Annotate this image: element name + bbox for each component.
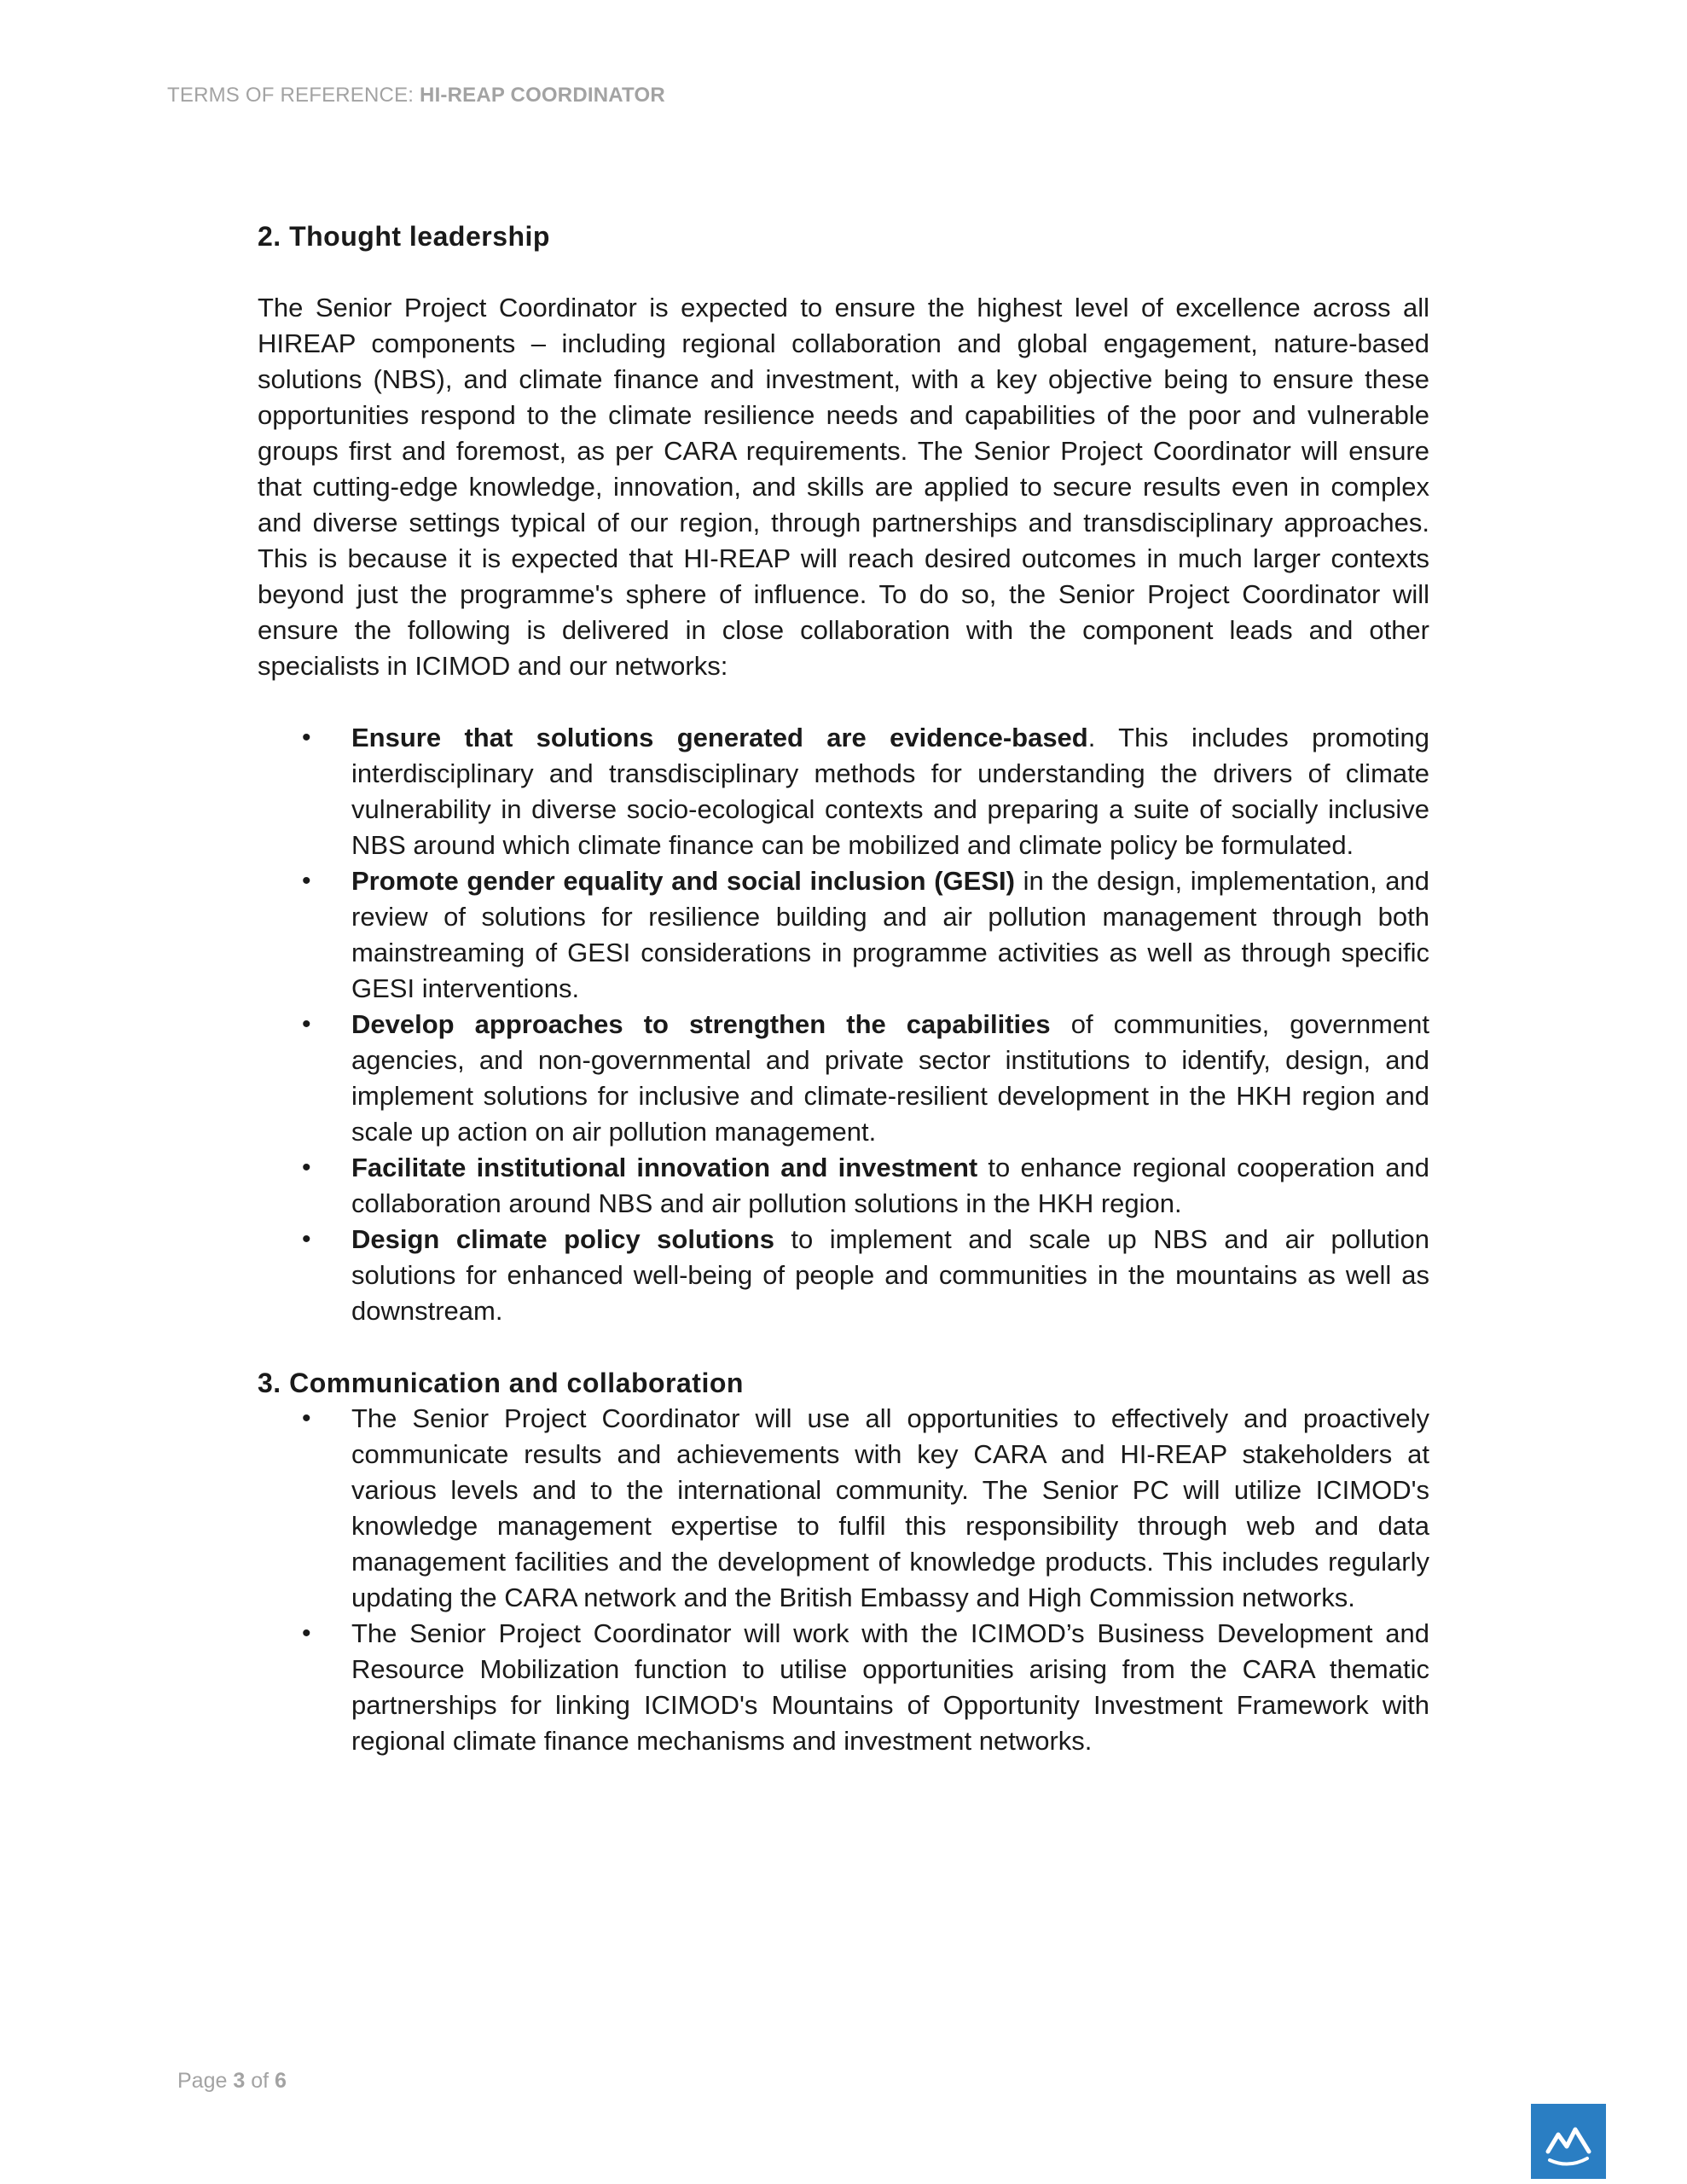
bullet-lead: Design climate policy solutions: [351, 1224, 774, 1254]
bullet-text: The Senior Project Coordinator will use all opportunities to effectively and proactively communicate results and achievements with key CARA and HI-REAP stakeholders at various levels and to the international community. The Senior PC will utilize ICIMOD's knowledge management expertise to fulfil this responsibility through web and data management facilities and the development of knowledge products. This includes regularly updating the CARA network and the British Embassy and High Commission networks.: [351, 1403, 1429, 1612]
bullet-text: to implement and scale up NBS and air pollution solutions for enhanced well-being of people and communities in the mountains as well as downstream.: [351, 1224, 1429, 1326]
list-item: [258, 1007, 1429, 1150]
section-3-heading: 3. Communication and collaboration: [258, 1368, 744, 1398]
section-2-heading: 2. Thought leadership: [258, 221, 550, 252]
bullet-icon: •: [302, 1010, 311, 1038]
bullet-icon: •: [302, 1404, 311, 1432]
section-3-bullet-list: [258, 1401, 1429, 1759]
mountain-logo-icon: [1531, 2104, 1606, 2179]
list-item: [258, 1616, 1429, 1759]
page-total: 6: [275, 2069, 287, 2093]
page-current: 3: [233, 2069, 246, 2093]
bullet-icon: •: [302, 723, 311, 752]
running-header: [167, 84, 665, 107]
list-item: [258, 1401, 1429, 1616]
bullet-icon: •: [302, 1619, 311, 1647]
bullet-icon: •: [302, 1225, 311, 1253]
list-item: [258, 863, 1429, 1007]
list-item: [258, 720, 1429, 863]
icimod-logo-icon: [1531, 2104, 1606, 2179]
bullet-text: in the design, implementation, and review of solutions for resilience building and air pollution management through both mainstreaming of GESI considerations in programme activities as well as through specific GESI interventions.: [351, 866, 1429, 1003]
bullet-text: of communities, government agencies, and non-governmental and private sector institutions to identify, design, and implement solutions for inclusive and climate-resilient development in the HKH region and scale up action on air pollution management.: [351, 1009, 1429, 1147]
bullet-text: The Senior Project Coordinator will work with the ICIMOD’s Business Development and Resource Mobilization function to utilise opportunities arising from the CARA thematic partnerships for linking ICIMOD's Mountains of Opportunity Investment Framework with regional climate finance mechanisms and investment networks.: [351, 1618, 1429, 1756]
bullet-lead: Develop approaches to strengthen the capabilities: [351, 1009, 1051, 1039]
list-item: [258, 1150, 1429, 1222]
list-item: [258, 1222, 1429, 1329]
page-content: [258, 218, 1429, 1759]
bullet-text: to enhance regional cooperation and collaboration around NBS and air pollution solutions in the HKH region.: [351, 1153, 1429, 1218]
header-prefix: TERMS OF REFERENCE:: [167, 84, 420, 107]
bullet-lead: Promote gender equality and social inclusion (GESI): [351, 866, 1015, 896]
bullet-lead: Ensure that solutions generated are evidence-based: [351, 723, 1088, 752]
section-2-intro: The Senior Project Coordinator is expected to ensure the highest level of excellence across all HIREAP components – including regional collaboration and global engagement, nature-based solutions (NBS), and climate finance and investment, with a key objective being to ensure these opportunities respond to the climate resilience needs and capabilities of the poor and vulnerable groups first and foremost, as per CARA requirements. The Senior Project Coordinator will ensure that cutting-edge knowledge, innovation, and skills are applied to secure results even in complex and diverse settings typical of our region, through partnerships and transdisciplinary approaches. This is because it is expected that HI-REAP will reach desired outcomes in much larger contexts beyond just the programme's sphere of influence. To do so, the Senior Project Coordinator will ensure the following is delivered in close collaboration with the component leads and other specialists in ICIMOD and our networks:: [258, 293, 1429, 681]
bullet-lead: Facilitate institutional innovation and investment: [351, 1153, 978, 1182]
section-2-bullet-list: [258, 720, 1429, 1329]
page-label: Page: [177, 2069, 234, 2093]
page-number: [177, 2069, 287, 2094]
bullet-icon: •: [302, 1153, 311, 1182]
of-label: of: [245, 2069, 275, 2093]
bullet-text: . This includes promoting interdisciplinary and transdisciplinary methods for understanding the drivers of climate vulnerability in diverse socio-ecological contexts and preparing a suite of socially inclusive NBS around which climate finance can be mobilized and climate policy be formulated.: [351, 723, 1429, 860]
header-title: HI-REAP COORDINATOR: [420, 84, 665, 107]
bullet-icon: •: [302, 867, 311, 895]
